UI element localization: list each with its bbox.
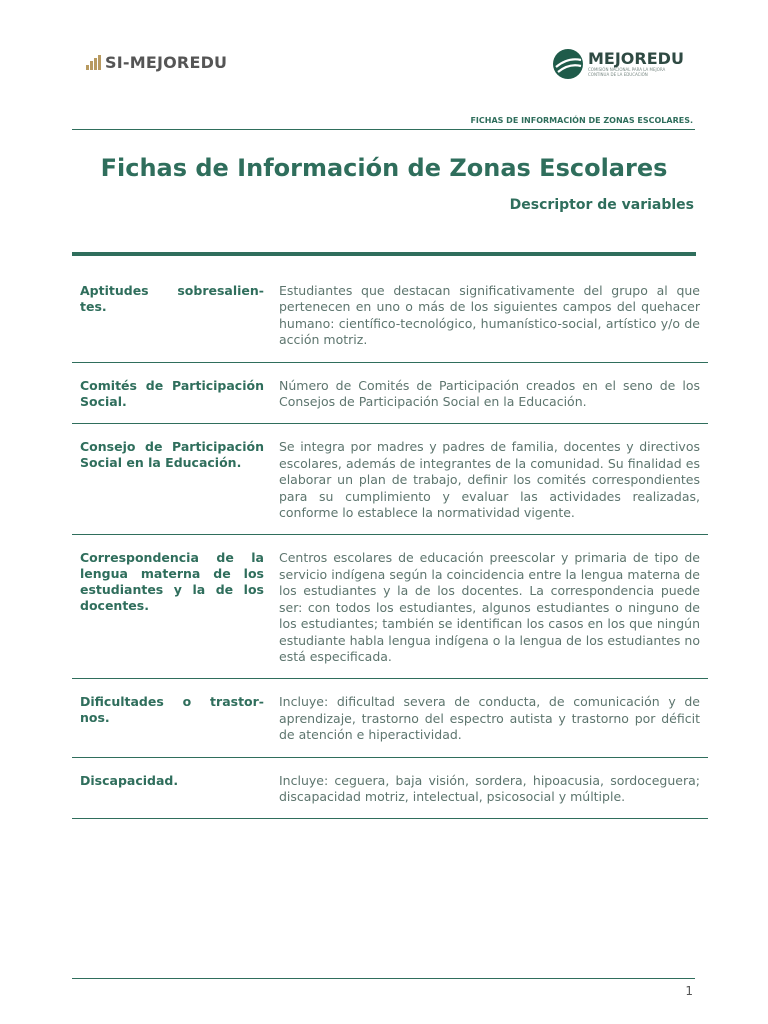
mejoredu-logo-icon bbox=[552, 48, 584, 80]
glossary-definition: Se integra por madres y padres de familia, docentes y directivos escolares, además de integrantes de la comunidad. Su finalidad es elaborar un plan de trabajo, definir los comités correspondientes para su cumplimiento y evaluar las actividades realizadas, conforme lo establece la normatividad vigente. bbox=[279, 439, 700, 521]
glossary-term: Comités de Participación Social. bbox=[80, 377, 264, 409]
glossary-term: Discapacidad. bbox=[80, 772, 179, 788]
glossary-term: Dificultades o trastor-nos. bbox=[80, 694, 264, 726]
mejoredu-name: MEJOREDU bbox=[588, 49, 684, 68]
glossary-row bbox=[72, 535, 708, 679]
page-number: 1 bbox=[685, 984, 693, 998]
title-divider bbox=[72, 252, 696, 256]
glossary-definition: Incluye: dificultad severa de conducta, de comunicación y de aprendizaje, trastorno del espectro autista y trastorno por déficit de atención e hiperactividad. bbox=[279, 694, 700, 743]
si-mejoredu-name: SI-MEJOREDU bbox=[105, 53, 228, 72]
glossary-definition: Centros escolares de educación preescolar y primaria de tipo de servicio indígena según la coincidencia entre la lengua materna de los estudiantes y la de los docentes. La correspondencia puede ser: con todos los estudiantes, algunos estudiantes o ninguno de los estudiantes; también se identifican los casos en los que ningún estudiante habla lengua indígena o la lengua de los estudiantes no está especificada. bbox=[279, 550, 700, 664]
glossary-row bbox=[72, 679, 708, 757]
si-mejoredu-logo bbox=[86, 53, 227, 72]
glossary-definition: Número de Comités de Participación creados en el seno de los Consejos de Participación Social en la Educación. bbox=[279, 377, 700, 410]
glossary-term: Aptitudes sobresalien-tes. bbox=[80, 283, 264, 314]
glossary-row bbox=[72, 758, 708, 820]
glossary-row bbox=[72, 268, 708, 363]
running-header: FICHAS DE INFORMACIÓN DE ZONAS ESCOLARES. bbox=[470, 116, 693, 125]
header-divider bbox=[72, 129, 695, 130]
footer-divider bbox=[72, 978, 695, 979]
glossary-table bbox=[72, 268, 708, 819]
bar-chart-icon bbox=[86, 55, 101, 70]
mejoredu-tagline: COMISIÓN NACIONAL PARA LA MEJORA CONTINUA DE LA EDUCACIÓN bbox=[588, 67, 666, 77]
glossary-term: Consejo de Participación Social en la Educación. bbox=[80, 439, 264, 471]
glossary-term: Correspondencia de la lengua materna de los estudiantes y la de los docentes. bbox=[80, 550, 264, 614]
glossary-definition: Estudiantes que destacan significativamente del grupo al que pertenecen en uno o más de los siguientes campos del quehacer humano: científico-tecnológico, humanístico-social, artístico y/o de acción motriz. bbox=[279, 283, 700, 348]
glossary-row bbox=[72, 363, 708, 425]
mejoredu-logo bbox=[552, 48, 684, 80]
page-subtitle: Descriptor de variables bbox=[509, 197, 694, 213]
page-title: Fichas de Información de Zonas Escolares bbox=[100, 154, 668, 182]
glossary-row bbox=[72, 424, 708, 535]
glossary-definition: Incluye: ceguera, baja visión, sordera, hipoacusia, sordoceguera; discapacidad motriz, intelectual, psicosocial y múltiple. bbox=[279, 772, 700, 804]
